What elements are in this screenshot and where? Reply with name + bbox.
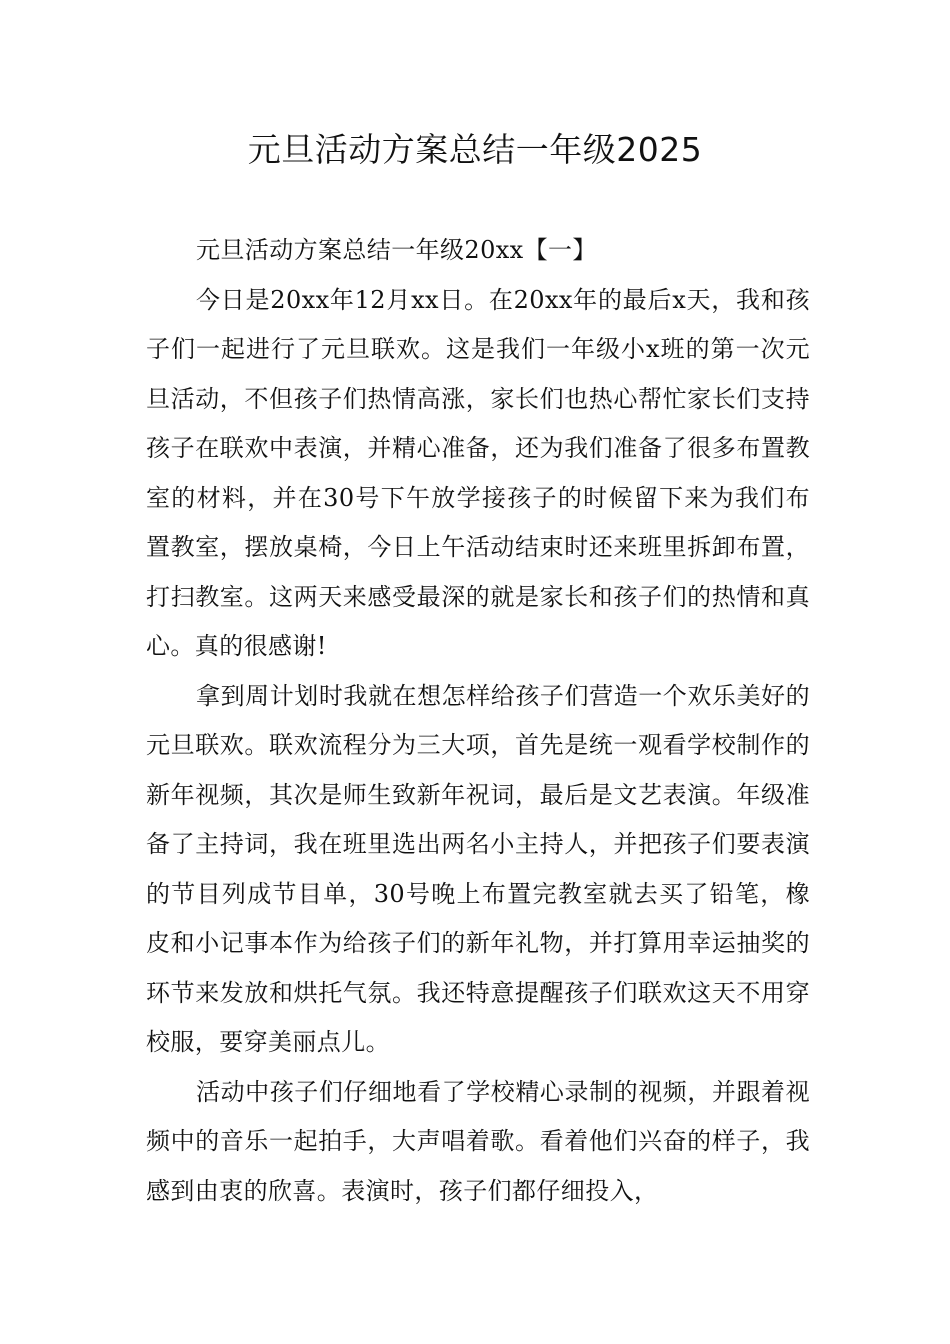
paragraph-2: 拿到周计划时我就在想怎样给孩子们营造一个欢乐美好的元旦联欢。联欢流程分为三大项，首先是统一观看学校制作的新年视频，其次是师生致新年祝词，最后是文艺表演。年级准备了主持词，我在班里选出两名小主持人，并把孩子们要表演的节目列成节目单，30号晚上布置完教室就去买了铅笔，橡皮和小记事本作为给孩子们的新年礼物，并打算用幸运抽奖的环节来发放和烘托气氛。我还特意提醒孩子们联欢这天不用穿校服，要穿美丽点儿。 — [146, 681, 810, 1056]
document-title: 元旦活动方案总结一年级2025 — [247, 130, 703, 169]
document-body — [146, 226, 810, 1216]
paragraph-1: 今日是20xx年12月xx日。在20xx年的最后x天，我和孩子们一起进行了元旦联欢。这是我们一年级小x班的第一次元旦活动，不但孩子们热情高涨，家长们也热心帮忙家长们支持孩子在联欢中表演，并精心准备，还为我们准备了很多布置教室的材料，并在30号下午放学接孩子的时候留下来为我们布置教室，摆放桌椅，今日上午活动结束时还来班里拆卸布置，打扫教室。这两天来感受最深的就是家长和孩子们的热情和真心。真的很感谢! — [146, 285, 810, 660]
section-heading: 元旦活动方案总结一年级20xx【一】 — [196, 236, 597, 264]
paragraph-3: 活动中孩子们仔细地看了学校精心录制的视频，并跟着视频中的音乐一起拍手，大声唱着歌。看着他们兴奋的样子，我感到由衷的欣喜。表演时，孩子们都仔细投入， — [146, 1077, 810, 1205]
